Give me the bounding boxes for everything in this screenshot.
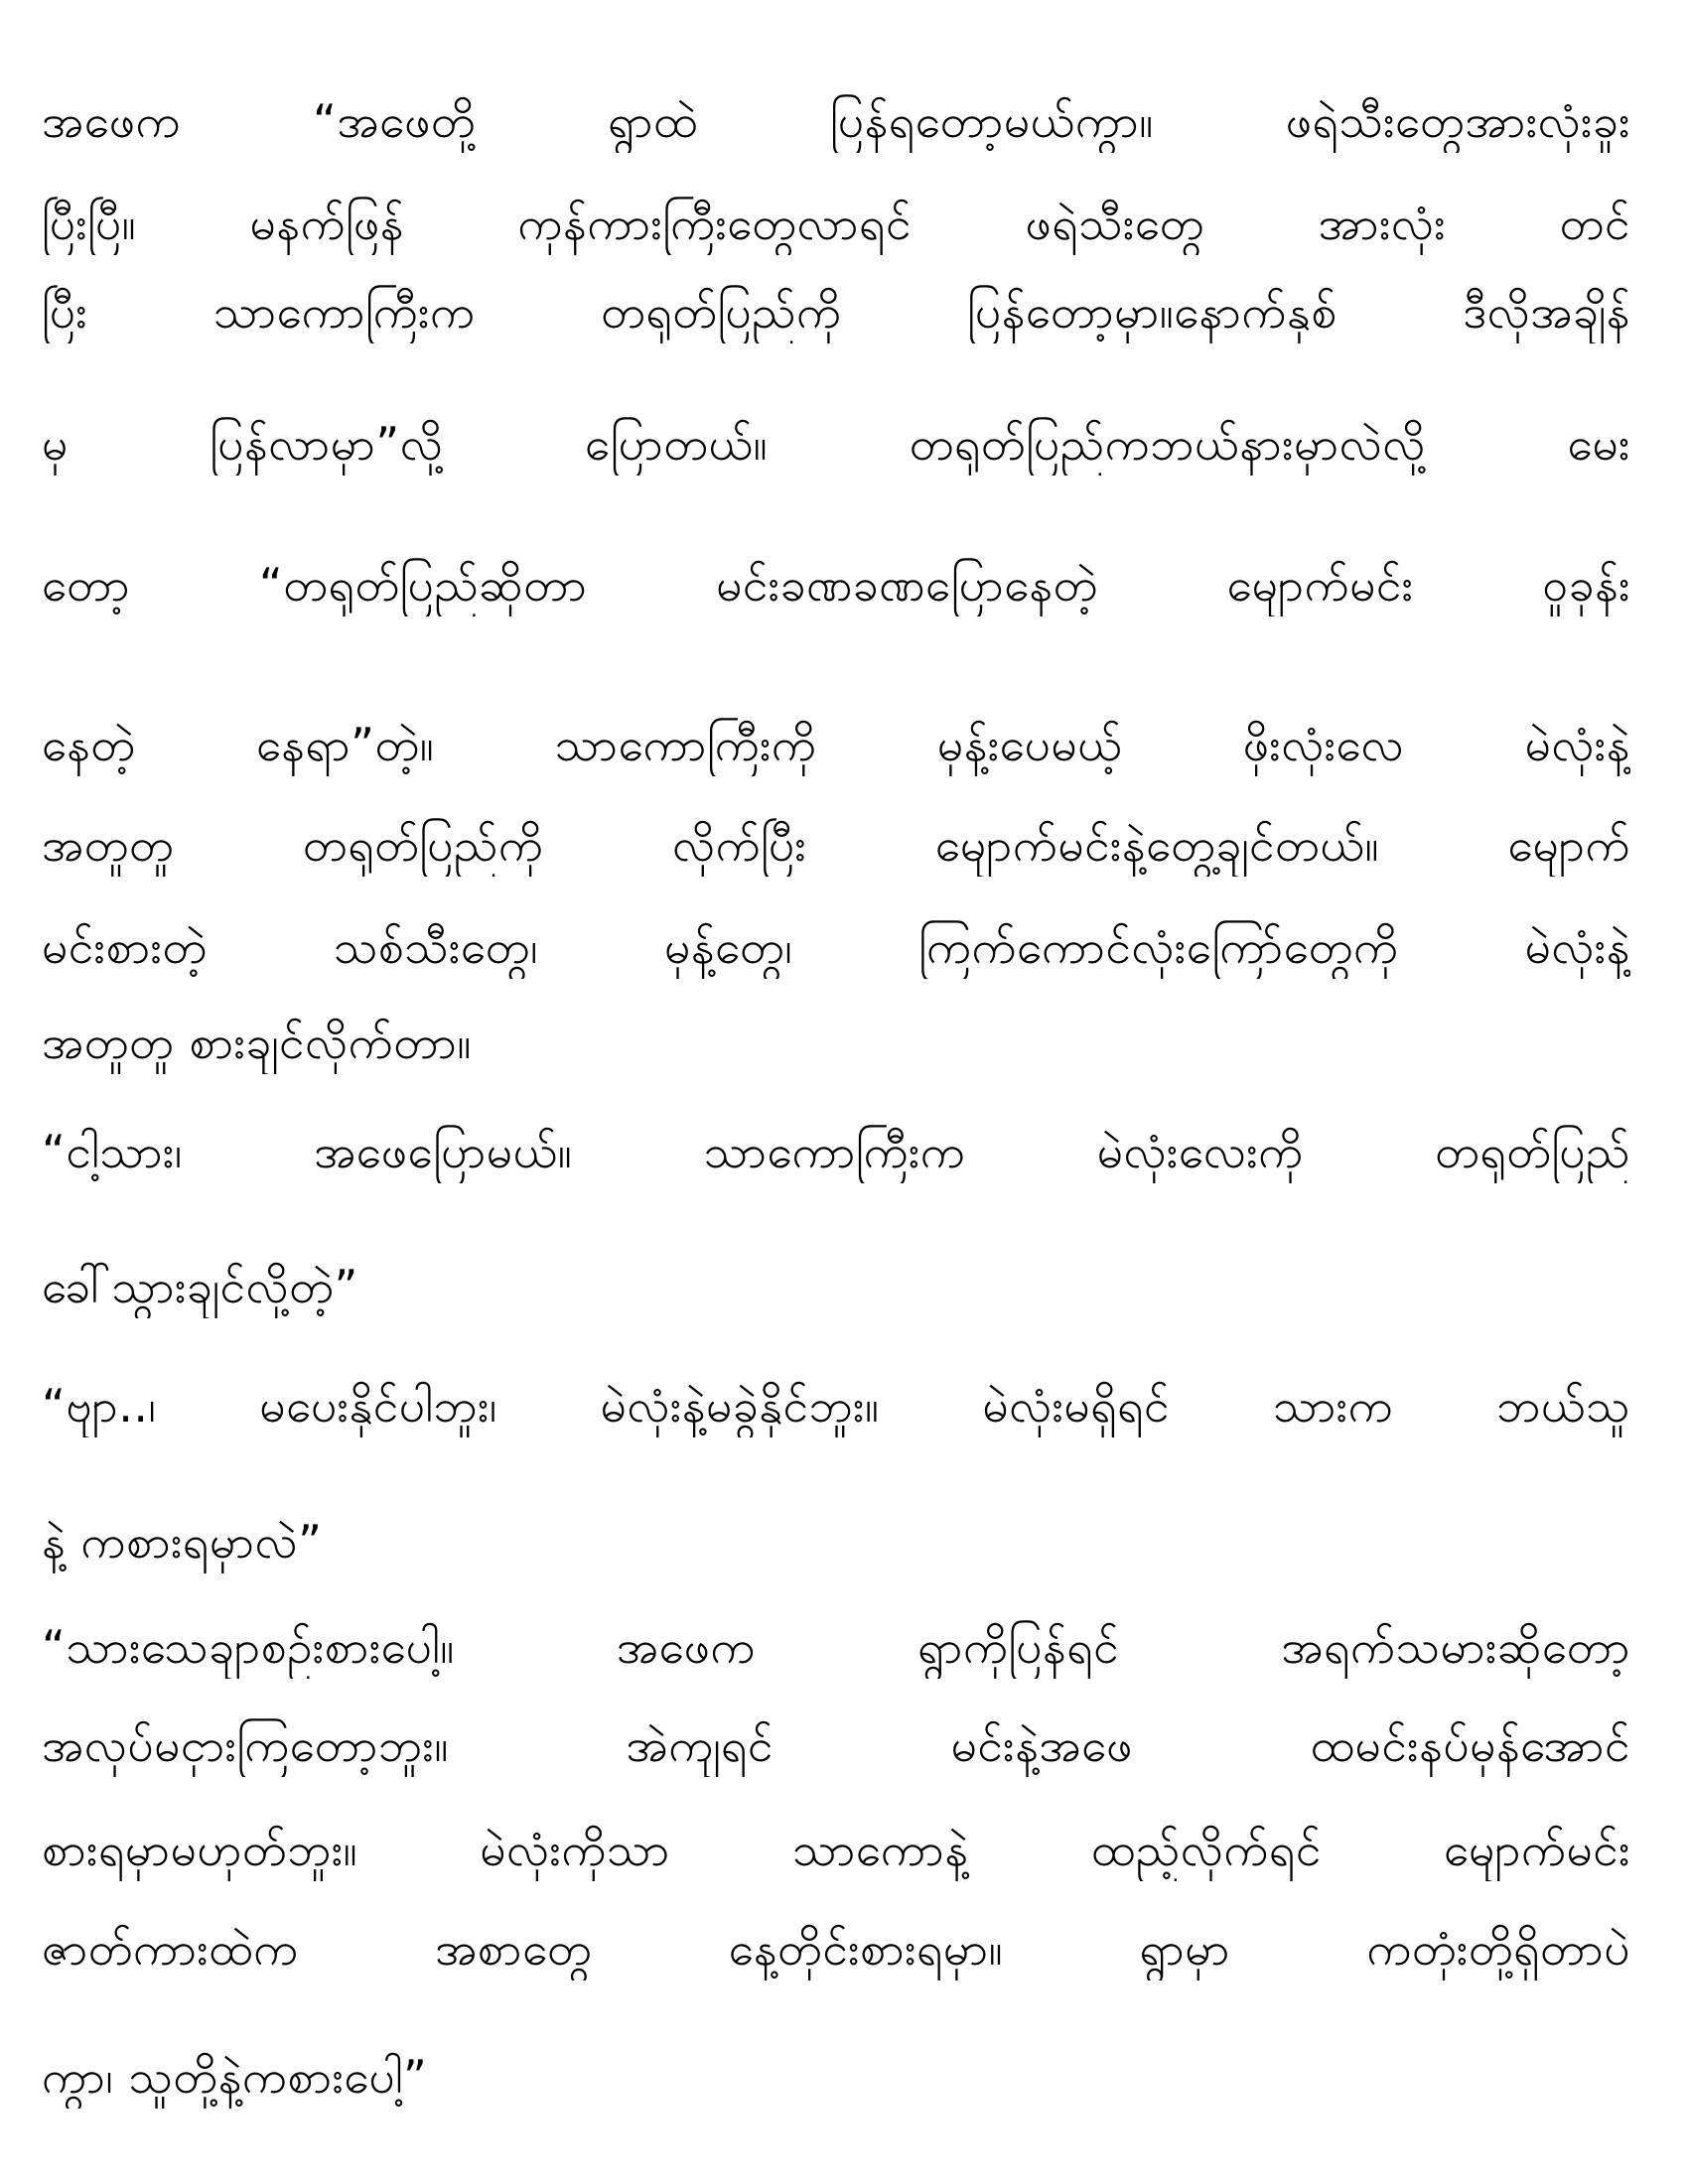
text-line: အဖေက “အဖေတို့ ရွာထဲ ပြန်ရတော့မယ်ကွာ။ ဖရဲသီးတွေအားလုံးခူး [42, 94, 1630, 148]
text-line: ပြီးပြီ။ မနက်ဖြန် ကုန်ကားကြီးတွေလာရင် ဖရဲသီးတွေ အားလုံး တင် [42, 197, 1630, 250]
text-line: မှ ပြန်လာမှာ”လို့ ပြောတယ်။ တရုတ်ပြည်ကဘယ်နားမှာလဲလို့ မေး [42, 417, 1630, 471]
text-line: တော့ “တရုတ်ပြည်ဆိုတာ မင်းခဏခဏပြောနေတဲ့ မျောက်မင်း ဝူခုန်း [42, 558, 1630, 612]
text-line: နေတဲ့ နေရာ”တဲ့။ သာကောကြီးကို မုန့်းပေမယ့် ဖိုးလုံးလေ မဲလုံးနဲ့ [42, 718, 1630, 771]
text-line: ဇာတ်ကားထဲက အစာတွေ နေ့တိုင်းစားရမှာ။ ရွာမှာ ကတုံးတို့ရှိတာပဲ [42, 1922, 1630, 1976]
text-line: ခေါ်သွားချင်လို့တဲ့” [42, 1260, 358, 1313]
text-line: အလုပ်မငှားကြတော့ဘူး။ အဲကျရင် မင်းနဲ့အဖေ ထမင်းနပ်မှန်အောင် [42, 1718, 1630, 1772]
text-line: “ဗျာ..၊ မပေးနိုင်ပါဘူး၊ မဲလုံးနဲ့မခွဲနိုင်ဘူး။ မဲလုံးမရှိရင် သားက ဘယ်သူ [42, 1379, 1630, 1433]
text-line: စားရမှာမဟုတ်ဘူး။ မဲလုံးကိုသာ သာကောနဲ့ ထည့်လိုက်ရင် မျောက်မင်း [42, 1823, 1630, 1876]
text-line: အတူတူ စားချင်လိုက်တာ။ [42, 1016, 472, 1069]
text-line: “ငါ့သား၊ အဖေပြောမယ်။ သာကောကြီးက မဲလုံးလေးကို တရုတ်ပြည် [42, 1125, 1630, 1178]
text-line: ကွာ၊ သူတို့နဲ့ကစားပေါ့” [42, 2050, 428, 2104]
text-line: ပြီး သာကောကြီးက တရုတ်ပြည်ကို ပြန်တော့မှာ။နောက်နှစ် ဒီလိုအချိန် [42, 285, 1630, 339]
text-line: နဲ့ ကစားရမှာလဲ” [42, 1515, 323, 1569]
text-line: အတူတူ တရုတ်ပြည်ကို လိုက်ပြီး မျောက်မင်းနဲ့တွေ့ချင်တယ်။ မျောက် [42, 818, 1630, 872]
text-line: မင်းစားတဲ့ သစ်သီးတွေ၊ မုန့်တွေ၊ ကြက်ကောင်လုံးကြော်တွေကို မဲလုံးနဲ့ [42, 920, 1630, 974]
text-line: “သားသေချာစဉ်းစားပေါ့။ အဖေက ရွာကိုပြန်ရင် အရက်သမားဆိုတော့ [42, 1620, 1630, 1674]
